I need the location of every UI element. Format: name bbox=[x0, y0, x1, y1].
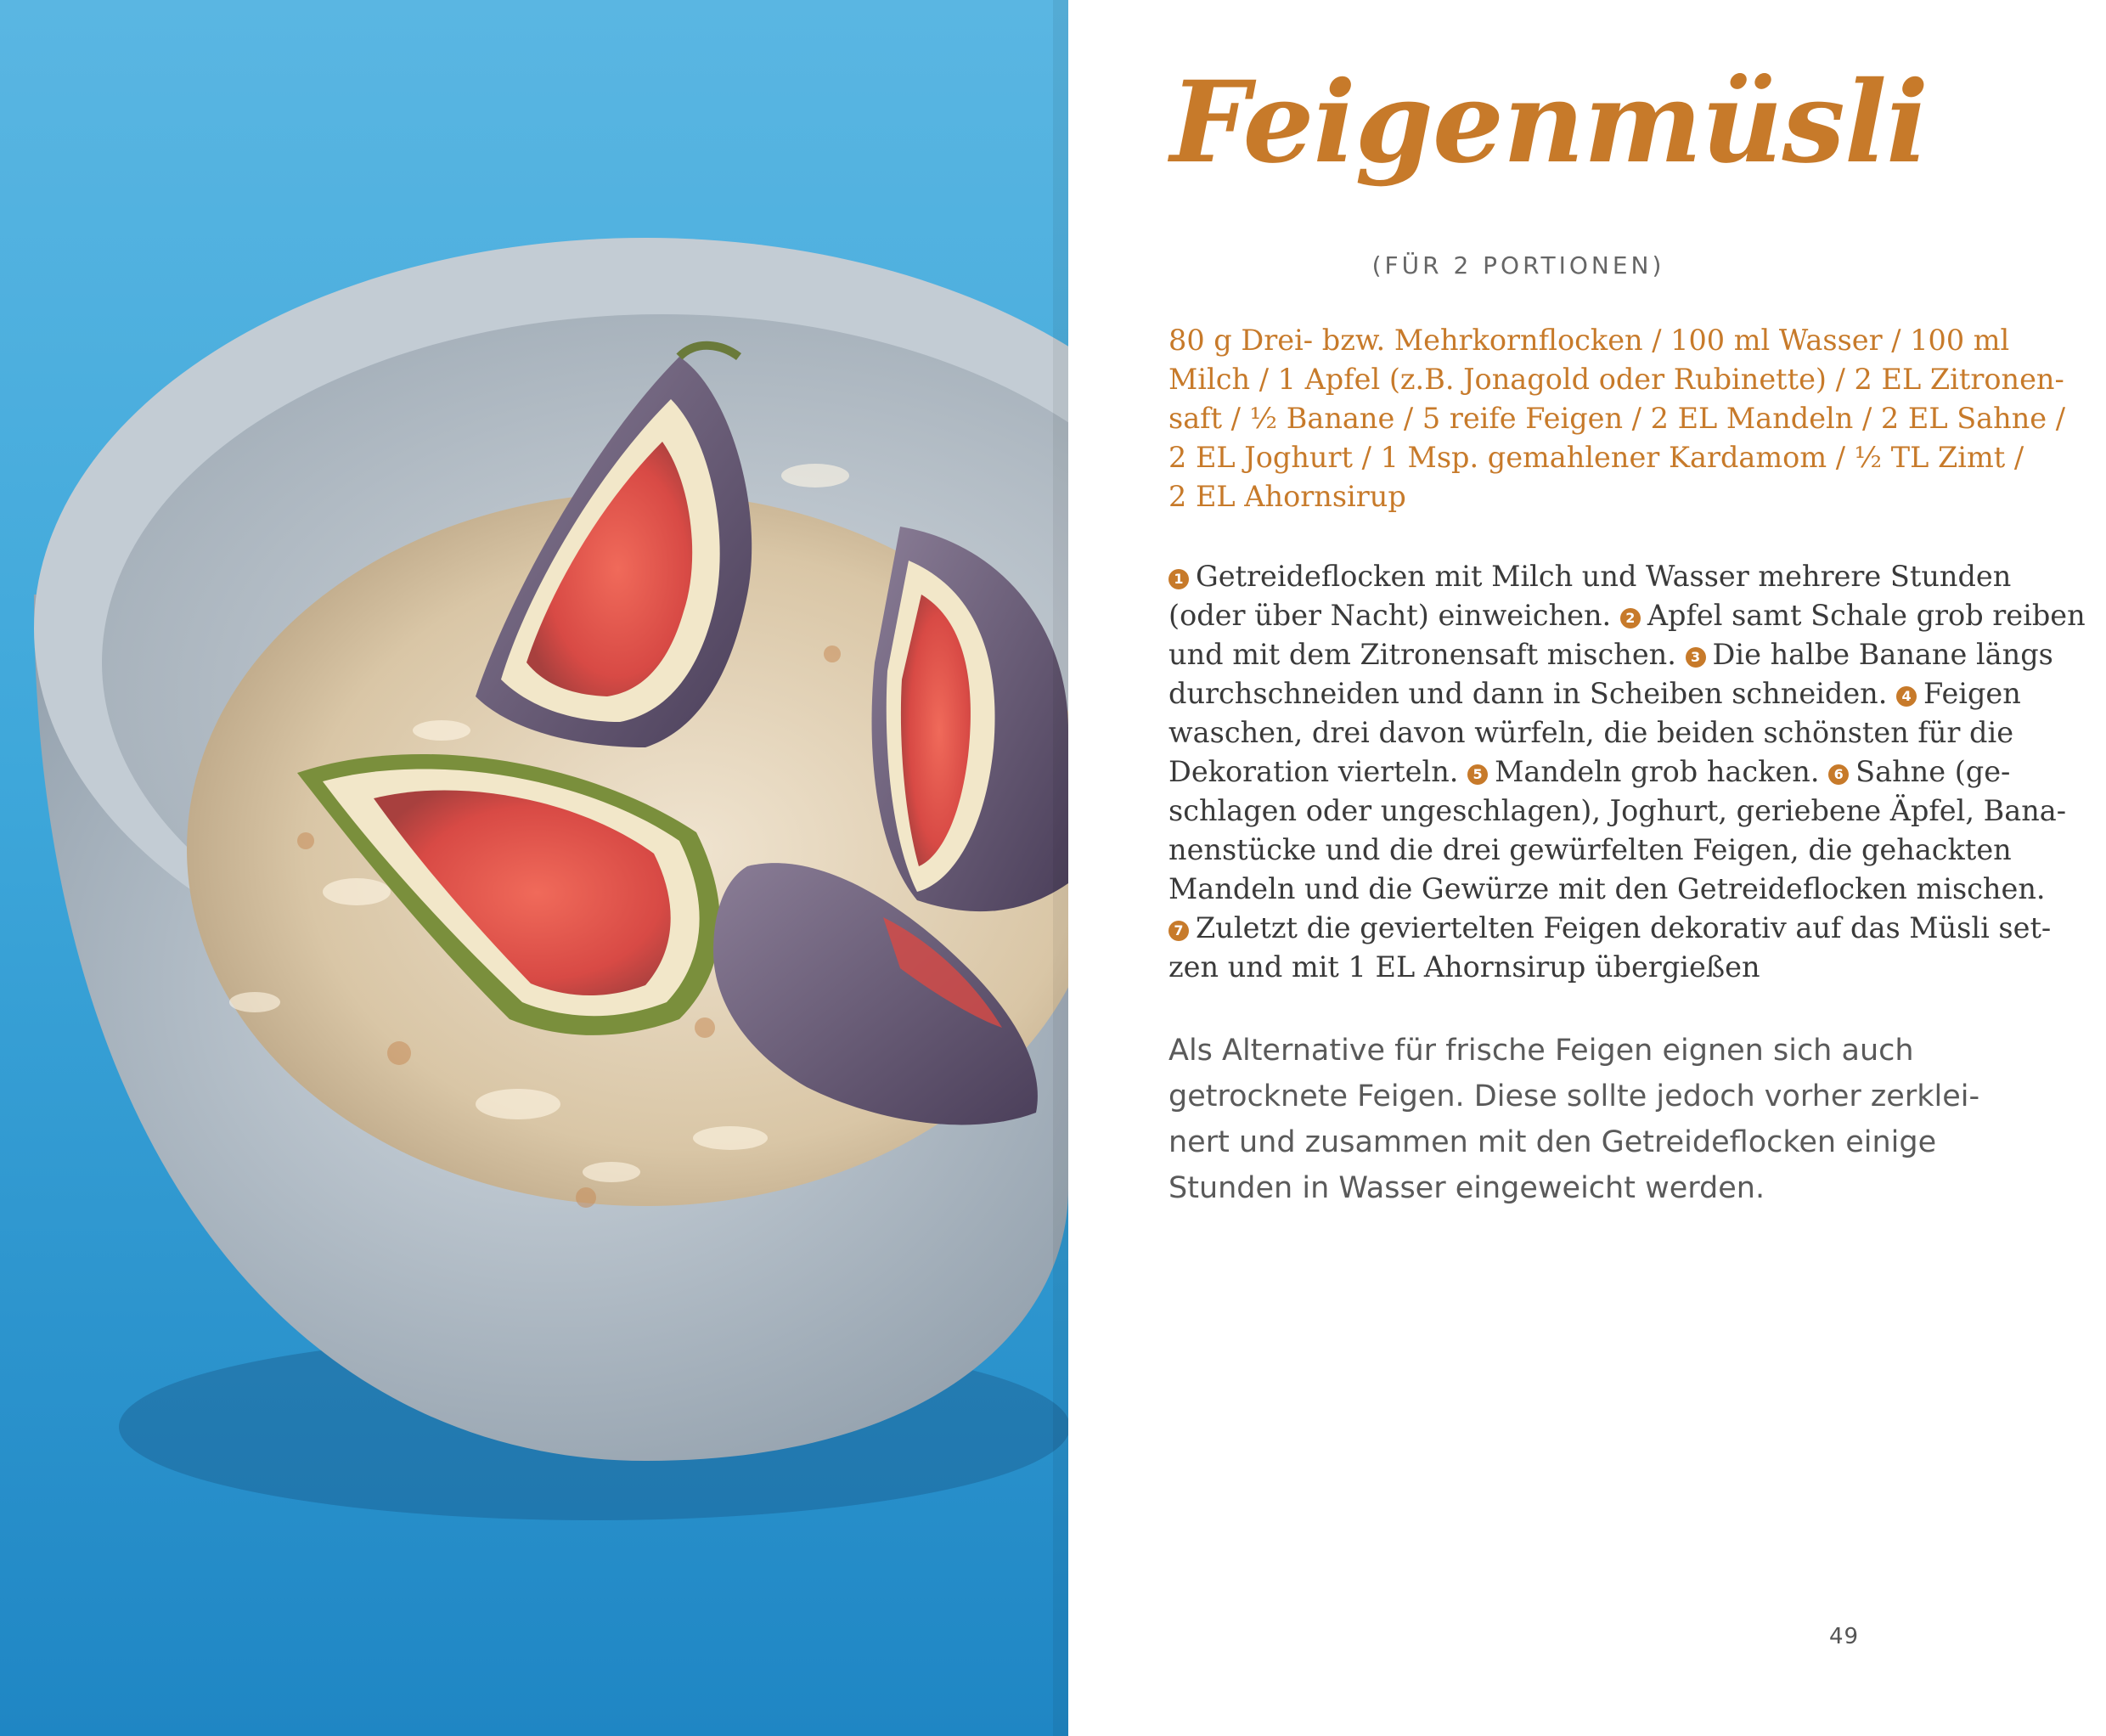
tip-line: Stunden in Wasser eingeweicht werden. bbox=[1168, 1171, 1765, 1205]
instruction-line bbox=[1168, 713, 2077, 752]
instruction-text: Zuletzt die geviertelten Feigen dekorativ auf das Müsli set- bbox=[1196, 911, 2052, 944]
recipe-title: Feigenmüsli bbox=[1170, 57, 1929, 189]
instruction-text: Die halbe Banane längs bbox=[1712, 638, 2053, 671]
step-number-badge: 5 bbox=[1467, 764, 1488, 785]
instruction-line bbox=[1168, 557, 2077, 596]
instruction-line bbox=[1168, 752, 2077, 792]
ingredient-line: saft / ½ Banane / 5 reife Feigen / 2 EL Mandeln / 2 EL Sahne / bbox=[1168, 402, 2066, 435]
page-number: 49 bbox=[1829, 1624, 1860, 1649]
tip-paragraph bbox=[1168, 1028, 2077, 1211]
tip-line: nert und zusammen mit den Getreideflocken einige bbox=[1168, 1125, 1937, 1159]
instruction-text: Sahne (ge- bbox=[1855, 755, 2011, 788]
ingredient-line: 2 EL Joghurt / 1 Msp. gemahlener Kardamom / ½ TL Zimt / bbox=[1168, 441, 2024, 474]
ingredient-line: Milch / 1 Apfel (z.B. Jonagold oder Rubinette) / 2 EL Zitronen- bbox=[1168, 363, 2064, 396]
instruction-line bbox=[1168, 635, 2077, 674]
instruction-text: Dekoration vierteln. bbox=[1168, 755, 1459, 788]
instruction-text: Mandeln grob hacken. bbox=[1495, 755, 1820, 788]
ingredient-line: 80 g Drei- bzw. Mehrkornflocken / 100 ml Wasser / 100 ml bbox=[1168, 324, 2010, 357]
instruction-line bbox=[1168, 674, 2077, 713]
instruction-line bbox=[1168, 909, 2077, 948]
instruction-text: durchschneiden und dann in Scheiben schneiden. bbox=[1168, 677, 1888, 710]
instruction-line bbox=[1168, 831, 2077, 870]
ingredient-line: 2 EL Ahornsirup bbox=[1168, 480, 1406, 513]
ingredient-list bbox=[1168, 321, 2069, 516]
instruction-text: Mandeln und die Gewürze mit den Getreideflocken mischen. bbox=[1168, 872, 2046, 905]
step-number-badge: 2 bbox=[1620, 608, 1641, 628]
instruction-line bbox=[1168, 870, 2077, 909]
instruction-text: nenstücke und die drei gewürfelten Feigen, die gehackten bbox=[1168, 833, 2012, 866]
step-number-badge: 4 bbox=[1896, 686, 1917, 707]
portions-label: (FÜR 2 PORTIONEN) bbox=[1371, 251, 1665, 279]
instruction-text: (oder über Nacht) einweichen. bbox=[1168, 599, 1612, 632]
instructions bbox=[1168, 557, 2086, 987]
instruction-text: Feigen bbox=[1923, 677, 2021, 710]
instruction-line bbox=[1168, 596, 2086, 635]
instruction-text: und mit dem Zitronensaft mischen. bbox=[1168, 638, 1676, 671]
instruction-text: schlagen oder ungeschlagen), Joghurt, geriebene Äpfel, Bana- bbox=[1168, 794, 2067, 827]
step-number-badge: 3 bbox=[1686, 647, 1706, 668]
instruction-text: waschen, drei davon würfeln, die beiden schönsten für die bbox=[1168, 716, 2014, 749]
recipe-text-page bbox=[1068, 0, 2106, 1736]
instruction-line bbox=[1168, 792, 2077, 831]
tip-line: Als Alternative für frische Feigen eignen sich auch bbox=[1168, 1034, 1914, 1068]
step-number-badge: 7 bbox=[1168, 921, 1189, 941]
instruction-text: Apfel samt Schale grob reiben bbox=[1647, 599, 2086, 632]
instruction-text: Getreideflocken mit Milch und Wasser mehrere Stunden bbox=[1196, 560, 2012, 593]
instruction-text: zen und mit 1 EL Ahornsirup übergießen bbox=[1168, 950, 1760, 984]
instruction-line bbox=[1168, 948, 2077, 987]
step-number-badge: 6 bbox=[1828, 764, 1849, 785]
tip-line: getrocknete Feigen. Diese sollte jedoch vorher zerklei- bbox=[1168, 1079, 1980, 1113]
step-number-badge: 1 bbox=[1168, 569, 1189, 589]
